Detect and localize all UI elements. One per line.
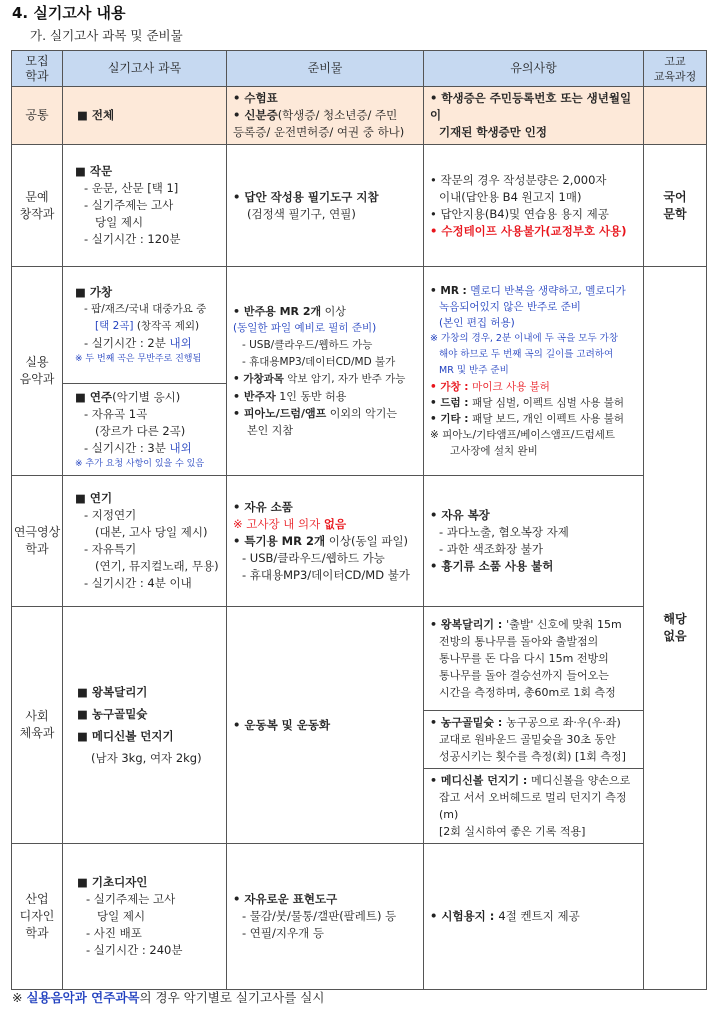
prep-line: - USB/클라우드/웹하드 가능 [242, 550, 385, 565]
prep-line: (검정색 필기구, 연필) [247, 206, 356, 221]
subject-design [63, 844, 227, 990]
section-subtitle: 가. 실기고사 과목 및 준비물 [30, 28, 183, 43]
dept-sports: 사회 체육과 [12, 607, 63, 844]
prep-line: 이상 [321, 305, 346, 318]
note-line: 농구공으로 좌·우(우·좌) [506, 716, 621, 729]
header-row [12, 51, 707, 87]
note-line: 시간을 측정하며, 총60m로 1회 측정 [439, 686, 616, 699]
note-line: • 자유 복장 [430, 508, 490, 522]
notes-design [424, 844, 644, 990]
curriculum-common [644, 87, 707, 145]
prep-line: • 특기용 MR 2개 [233, 533, 326, 548]
subject-line: (악기별 응시) [112, 389, 181, 404]
subject-line: - 실기주제는 고사 [86, 892, 176, 906]
footnote-highlight: 실용음악과 연주과목 [26, 990, 140, 1005]
subject-line: (창작곡 제외) [133, 320, 200, 332]
note-line: [2회 실시하여 좋은 기록 적용] [439, 825, 586, 838]
section-title: 4. 실기고사 내용 [12, 4, 126, 22]
prep-line: • 가창과목 [233, 373, 284, 385]
row-theater [12, 476, 707, 607]
note-line: 메디신볼을 양손으로 [531, 774, 631, 787]
note-line: - 과한 색조화장 불가 [439, 542, 543, 556]
note-line: 4절 켄트지 제공 [498, 909, 580, 923]
prep-line: ※ 고사장 내 의자 [233, 516, 324, 531]
prep-line: - 연필/지우개 등 [242, 926, 324, 940]
note-line: 녹음되어있지 않은 반주로 준비 [439, 301, 581, 313]
prep-line: 악보 암기, 자가 반주 가능 [283, 373, 406, 385]
note-line: (본인 편집 허용) [439, 317, 515, 329]
note-line: 이내(답안용 B4 원고지 1매) [439, 189, 582, 204]
subject-line: (대본, 고사 당일 제시) [95, 525, 208, 539]
dept-common: 공통 [12, 87, 63, 145]
header-prep: 준비물 [227, 51, 424, 87]
subject-common: ■ 전체 [63, 87, 227, 145]
subject-line: - 사진 배포 [86, 926, 142, 940]
header-dept: 모집 학과 [12, 51, 63, 87]
prep-line: 본인 지참 [247, 424, 294, 437]
prep-line: - 휴대용MP3/데이터CD/MD 불가 [242, 567, 410, 582]
subject-line: ※ 추가 요청 사항이 있을 수 있음 [75, 458, 205, 469]
prep-common [227, 87, 424, 145]
footnote-mark: ※ [12, 990, 27, 1005]
subject-munye [63, 145, 227, 267]
note-line: • 학생증은 주민등록번호 또는 생년월일이 [430, 91, 632, 122]
subject-line: 당일 제시 [95, 215, 144, 229]
row-music-vocal [12, 267, 707, 384]
prep-theater [227, 476, 424, 607]
footnote [12, 988, 324, 1006]
prep-line: • 반주자 [233, 390, 276, 403]
notes-common [424, 87, 644, 145]
prep-line: - 휴대용MP3/데이터CD/MD 불가 [242, 356, 396, 368]
prep-design [227, 844, 424, 990]
notes-sports-ball [424, 769, 644, 844]
prep-line: • 자유로운 표현도구 [233, 892, 338, 906]
subject-line: - 실기주제는 고사 [84, 198, 174, 212]
subject-line: ■ 농구골밑슛 [77, 707, 148, 721]
subject-music-inst [63, 384, 227, 476]
subject-sports [63, 607, 227, 844]
exam-table [11, 50, 707, 990]
subject-line: - 자유곡 1곡 [84, 406, 148, 421]
subject-line: 내외 [169, 440, 192, 455]
subject-line: - 운문, 산문 [택 1] [84, 181, 179, 195]
dept-munye: 문예 창작과 [12, 145, 63, 267]
note-line: 해야 하므로 두 번째 곡의 길이를 고려하여 [439, 349, 614, 360]
prep-line: (학생증/ 청소년증/ 주민 [277, 108, 398, 122]
note-line: 마이크 사용 불허 [472, 381, 550, 393]
dept-theater: 연극영상 학과 [12, 476, 63, 607]
prep-line: • 자유 소품 [233, 499, 293, 514]
subject-line: - 실기시간 : 3분 [84, 440, 170, 455]
subject-line: - 자유특기 [84, 542, 137, 556]
note-line: ※ 가창의 경우, 2분 이내에 두 곡을 모두 가창 [430, 333, 619, 344]
curriculum-none: 해당 없음 [644, 267, 707, 990]
subject-line: - 실기시간 : 120분 [84, 232, 181, 246]
note-line: 고사장에 설치 완비 [450, 445, 538, 457]
note-line: 잡고 서서 오버헤드로 멀리 던지기 측정(m) [439, 791, 627, 821]
prep-line: 등록증/ 운전면허증/ 여권 중 하나) [233, 125, 405, 139]
prep-line: - 물감/붓/물통/갤판(팔레트) 등 [242, 909, 397, 923]
prep-music [227, 267, 424, 476]
note-line: • 드럼 : [430, 397, 473, 409]
subject-line: ■ 작문 [75, 164, 113, 178]
prep-line: - USB/클라우드/웹하드 가능 [242, 339, 373, 351]
subject-line: - 지정연기 [84, 508, 137, 522]
note-line: • 가창 : [430, 381, 473, 393]
row-design [12, 844, 707, 990]
dept-music: 실용 음악과 [12, 267, 63, 476]
subject-line: 당일 제시 [97, 909, 146, 923]
header-curriculum: 고교 교육과정 [644, 51, 707, 87]
subject-line: ■ 연기 [75, 491, 113, 505]
note-line: 패달 보드, 개인 이펙트 사용 불허 [472, 413, 625, 425]
note-line: • 수정테이프 사용불가(교정부호 사용) [430, 223, 627, 238]
note-line: 전방의 통나무를 돌아와 출발점의 [439, 635, 599, 648]
note-line: • 흉기류 소품 사용 불허 [430, 559, 554, 573]
prep-line: 이상 [325, 533, 351, 548]
subject-line: (장르가 다른 2곡) [95, 423, 186, 438]
subject-theater [63, 476, 227, 607]
prep-line: 이외의 악기는 [326, 407, 398, 420]
prep-line: 없음 [323, 516, 347, 531]
dept-design: 산업 디자인 학과 [12, 844, 63, 990]
note-line: 성공시키는 횟수를 측정(회) [1회 측정] [439, 750, 626, 763]
subject-line: (남자 3kg, 여자 2kg) [91, 751, 202, 765]
notes-music [424, 267, 644, 476]
prep-line: (동일 파일) [350, 533, 409, 548]
prep-line: • 답안 작성용 필기도구 지참 [233, 189, 379, 204]
note-line: 패달 심벌, 이펙트 심벌 사용 불허 [472, 397, 625, 409]
subject-line: (연기, 뮤지컬노래, 무용) [95, 559, 219, 573]
note-line: 통나무를 돈 다음 다시 15m 전방의 [439, 652, 609, 665]
prep-munye [227, 145, 424, 267]
row-common [12, 87, 707, 145]
note-line: 멜로디 반복을 생략하고, 멜로디가 [470, 285, 626, 297]
prep-line: • 피아노/드럼/앰프 [233, 407, 327, 420]
note-line: • 작문의 경우 작성분량은 2,000자 [430, 172, 607, 187]
subject-line: - 실기시간 : 240분 [86, 943, 183, 957]
notes-munye [424, 145, 644, 267]
prep-line: 1인 동반 허용 [275, 390, 347, 403]
subject-line: ■ 왕복달리기 [77, 685, 148, 699]
note-line: 통나무를 돌아 결승선까지 들어오는 [439, 669, 609, 682]
prep-line: (동일한 파일 예비로 필히 준비) [233, 322, 377, 334]
notes-theater [424, 476, 644, 607]
note-line: - 과다노출, 혐오복장 자제 [439, 525, 569, 539]
curriculum-munye: 국어 문학 [644, 145, 707, 267]
subject-line: 내외 [169, 336, 192, 350]
notes-sports-basket [424, 711, 644, 769]
prep-line: • 신분증 [233, 108, 278, 122]
subject-line: ■ 연주 [75, 389, 113, 404]
subject-line: ■ 가창 [75, 285, 113, 299]
prep-line: • 수험표 [233, 91, 278, 105]
subject-line: - 실기시간 : 2분 [84, 336, 170, 350]
note-line: 교대로 원바운드 골밑슛을 30초 동안 [439, 733, 616, 746]
note-line: • 시험용지 : [430, 909, 499, 923]
note-line: 기재된 학생증만 인정 [439, 125, 547, 139]
subject-line: [택 2곡] [95, 320, 134, 332]
row-munye [12, 145, 707, 267]
note-line: • 기타 : [430, 413, 473, 425]
header-subject: 실기고사 과목 [63, 51, 227, 87]
subject-line: ■ 메디신볼 던지기 [77, 729, 174, 743]
note-line: • 메디신볼 던지기 : [430, 774, 532, 787]
subject-music-vocal [63, 267, 227, 384]
note-line: MR 및 반주 준비 [439, 365, 509, 376]
footnote-text: 의 경우 악기별로 실기고사를 실시 [139, 990, 325, 1005]
notes-sports-run [424, 607, 644, 711]
prep-sports: • 운동복 및 운동화 [227, 607, 424, 844]
subject-line: ※ 두 번째 곡은 무반주로 진행됨 [75, 354, 202, 364]
subject-line: - 실기시간 : 4분 이내 [84, 576, 192, 590]
subject-line: ■ 기초디자인 [77, 875, 148, 889]
row-sports-1 [12, 607, 707, 711]
note-line: • 답안지용(B4)및 연습용 용지 제공 [430, 206, 609, 221]
header-notes: 유의사항 [424, 51, 644, 87]
note-line: '출발' 신호에 맞춰 15m [506, 618, 622, 631]
subject-line: - 팝/재즈/국내 대중가요 중 [84, 303, 207, 315]
note-line: • 왕복달리기 : [430, 618, 507, 631]
prep-line: • 반주용 MR 2개 [233, 305, 322, 318]
note-line: ※ 피아노/기타앰프/베이스앰프/드럼세트 [430, 429, 616, 441]
note-line: • MR : [430, 285, 471, 297]
note-line: • 농구골밑슛 : [430, 716, 507, 729]
